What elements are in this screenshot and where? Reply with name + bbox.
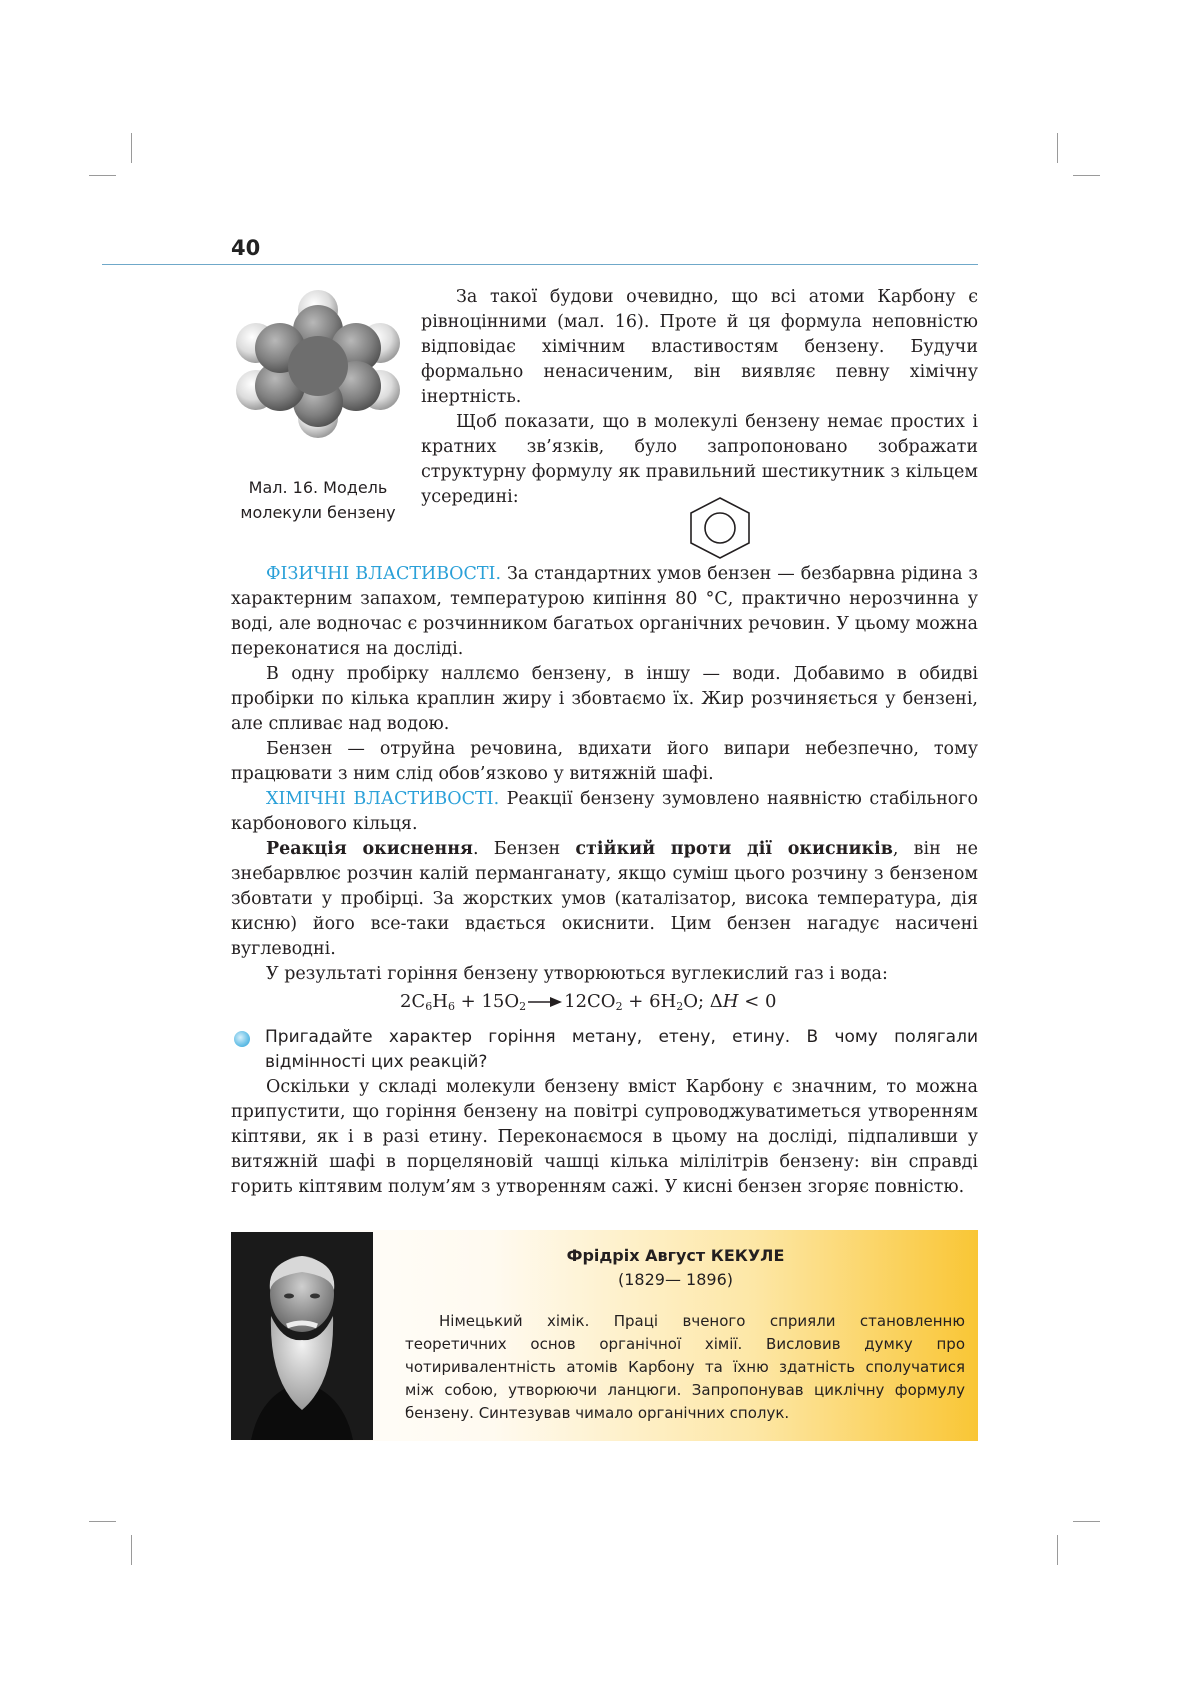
paragraph-text: . Бензен (472, 839, 576, 859)
paragraph-text: За стандартних умов бензен — безбарвна рідина з характерним запахом, температурою кипіння 80 °С, практично нерозчинна у воді, але водночас є розчинником багатьох органічних речовин. У цьому можна переконатися на досліді. (231, 564, 978, 659)
crop-mark (1073, 1521, 1100, 1522)
benzene-model-image (232, 290, 404, 438)
question-text: Пригадайте характер горіння метану, етену, етину. В чому полягали відмінності цих реакцій? (265, 1027, 978, 1072)
section-heading: ХІМІЧНІ ВЛАСТИВОСТІ. (266, 789, 500, 809)
question-bullet-icon (234, 1031, 250, 1047)
paragraph: Оскільки у складі молекули бензену вміст Карбону є значним, то можна припустити, що горіння бензену на повітрі супроводжуватиметься утворенням кіптяви, як і в разі етину. Переконаємося в цьому на досліді, підпаливши у витяжній шафі в порцеляновій чашці кілька мілілітрів бензену: він справді горить кіптявим полум’ям з утворенням сажі. У кисні бензен згоряє повністю. (231, 1077, 978, 1197)
figure-caption-line: молекули бензену (240, 503, 396, 522)
paragraph-text: Реакції бензену зумовлено наявністю стабільного карбонового кільця. (231, 789, 978, 834)
paragraph: У результаті горіння бензену утворюються вуглекислий газ і вода: (266, 964, 888, 984)
paragraph: За такої будови очевидно, що всі атоми Карбону є рівноцінними (мал. 16). Проте й ця формула неповністю відповідає хімічним властивостям бензену. Будучи формально ненасиченим, він виявляє певну хімічну інертність. (421, 287, 978, 407)
paragraph (231, 837, 978, 962)
crop-mark (89, 175, 116, 176)
crop-mark (89, 1521, 116, 1522)
figure-caption-line: Мал. 16. Модель (248, 478, 388, 497)
bold-term: Реакція окиснення (266, 839, 473, 859)
reaction-arrow-icon (528, 996, 562, 1008)
page-number: 40 (231, 236, 261, 260)
biography-text: Німецький хімік. Праці вченого сприяли становленню теоретичних основ органічної хімії. Висловив думку про чотиривалентність атомів Карбону та їхню здатність сполучатися між собою, утворюючи ланцюги. Запропонував циклічну формулу бензену. Синтезував чимало органічних сполук. (405, 1312, 965, 1422)
crop-mark (1057, 1535, 1058, 1565)
crop-mark (131, 1535, 132, 1565)
paragraph: Щоб показати, що в молекулі бензену немає простих і кратних зв’язків, було запропоновано зображати структурну формулу як правильний шестикутник з кільцем усередині: (421, 412, 978, 507)
biography-name: Фрідріх Август КЕКУЛЕ (566, 1246, 785, 1265)
crop-mark (1057, 133, 1058, 163)
section-heading: ФІЗИЧНІ ВЛАСТИВОСТІ. (266, 564, 502, 584)
benzene-ring-formula (686, 497, 754, 559)
figure-caption (222, 475, 414, 525)
paragraph: В одну пробірку наллємо бензену, в іншу — води. Добавимо в обидві пробірки по кілька краплин жиру і збовтаємо їх. Жир розчиняється у бензені, але спливає над водою. (231, 664, 978, 734)
crop-mark (131, 133, 132, 163)
paragraph-text: , він не знебарвлює розчин калій перманганату, якщо суміш цього розчину з бензеном збовтати у пробірці. За жорстких умов (каталізатор, висока температура, дія кисню) його все-таки вдається окиснити. Цим бензен нагадує насичені вуглеводні. (231, 839, 979, 959)
kekule-portrait-image (231, 1232, 373, 1440)
biography-years: (1829— 1896) (617, 1270, 733, 1289)
crop-mark (1073, 175, 1100, 176)
bold-term: стійкий проти дії окисників (575, 839, 893, 859)
paragraph (231, 787, 978, 837)
combustion-equation: $2C_6H_6 + 15O_2$ $12CO_2 + 6H_2O$; ΔH < 0 (400, 991, 777, 1013)
paragraph (231, 562, 978, 662)
paragraph: Бензен — отруйна речовина, вдихати його випари небезпечно, тому працювати з ним слід обов’язково у витяжній шафі. (231, 739, 978, 784)
header-rule (102, 264, 978, 265)
